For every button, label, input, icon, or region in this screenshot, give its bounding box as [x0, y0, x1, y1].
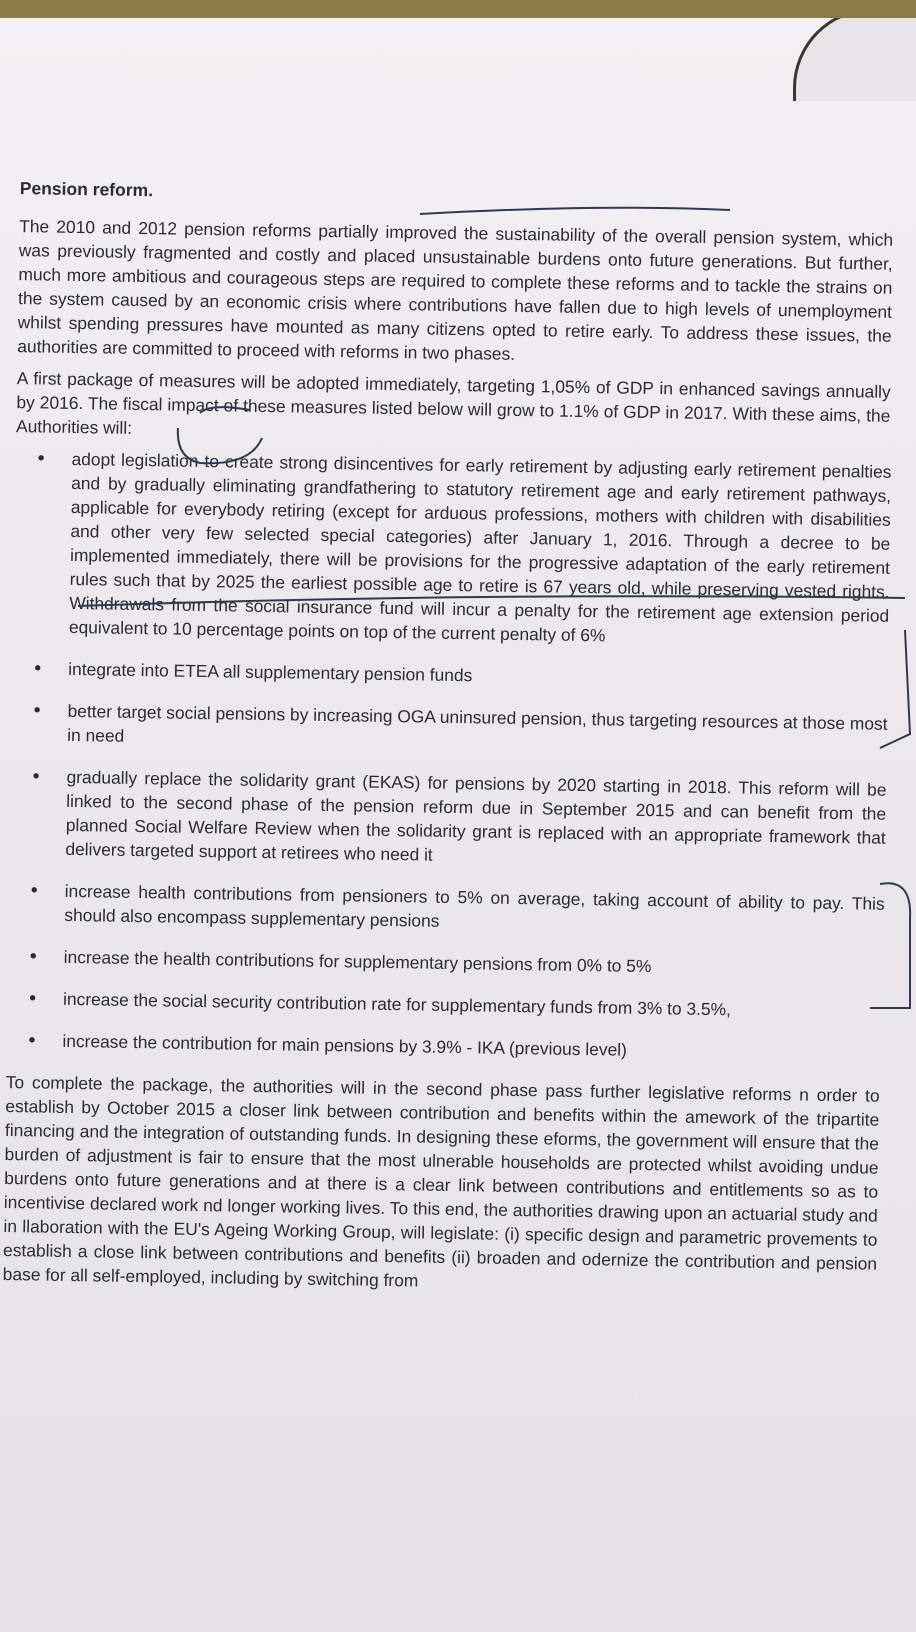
background-surface: [0, 0, 916, 18]
list-item: [7, 446, 892, 652]
bullet-icon: •: [30, 879, 38, 902]
bullet-icon: •: [28, 987, 37, 1010]
list-item: [2, 944, 884, 982]
bullet-icon: •: [28, 1029, 36, 1052]
list-item-text: increase health contributions from pensioners to 5% on average, taking account of ability to pay. This should also encompass supplementary pensions: [64, 880, 885, 931]
list-item: [5, 698, 888, 760]
list-item: [6, 656, 888, 694]
list-item-text: integrate into ETEA all supplementary pension funds: [68, 658, 473, 686]
bullet-icon: •: [29, 945, 37, 968]
list-item-text: increase the health contributions for supplementary pensions from 0% to 5%: [63, 946, 652, 977]
list-item: [0, 1028, 882, 1066]
bullet-icon: •: [34, 657, 42, 680]
list-item-text: adopt legislation to create strong disincentives for early retirement by adjusting early retirement penalties and by gradually eliminating grandfathering to statutory retirement age and early retirement pathways, applicable for everybody retiring (except for arduous professions, mothers with children with disabilities and other very few selected special categories) after January 1, 2016. Through a decree to be implemented immediately, there will be provisions for the progressive adaptation of the early retirement rules such that by 2025 the earliest possible age to retire is 67 years old, while preserving vested rights. Withdrawals from the social insurance fund will incur a penalty for the retirement age extension period equivalent to 10 percentage points on top of the current penalty of 6%: [68, 448, 892, 646]
closing-paragraph: To complete the package, the authorities will in the second phase pass further legislative reforms n order to establish by October 2015 a closer link between contribution and benefits within the amework of the tripartite financing and the integration of outstanding funds. In designing these eforms, the government will ensure that the burden of adjustment is fair to ensure that the most ulnerable households are protected whilst avoiding undue burdens onto future generations and at there is a clear link between contributions and entitlements so as to incentivise declared work nd longer working lives. To this end, the authorities drawing upon an actuarial study and in llaboration with the EU's Ageing Working Group, will legislate: (i) specific design and parametric provements to establish a close link between contributions and benefits (ii) broaden and odernize the contribution and pension base for all self-employed, including by switching from: [2, 1071, 880, 1291]
measures-list: [0, 446, 892, 1066]
page-corner-fold: [793, 18, 916, 101]
list-item-text: better target social pensions by increasing OGA uninsured pension, thus targeting resources at those most in need: [67, 700, 888, 746]
section-title: Pension reform.: [19, 178, 154, 201]
bullet-icon: •: [33, 699, 41, 722]
list-item: [1, 986, 883, 1024]
document-body: [0, 176, 894, 1308]
list-item-text: gradually replace the solidarity grant (EKAS) for pensions by 2020 starting in 2018. This reform will be linked to the second phase of the pension reform due in September 2015 and can benefit from the planned Social Welfare Review when the solidarity grant is replaced with an appropriate framework that delivers targeted support at retirees who need it: [65, 766, 887, 865]
first-package-paragraph: A first package of measures will be adopted immediately, targeting 1,05% of GDP in enhanced savings annually by 2016. The fiscal impact of these measures listed below will grow to 1.1% of GDP in 2017. With these aims, the Authorities will:: [15, 368, 891, 438]
bullet-icon: •: [32, 765, 40, 788]
list-item: [2, 878, 885, 940]
bullet-icon: •: [37, 447, 45, 470]
list-item: [3, 764, 886, 874]
paper-sheet: [0, 18, 916, 1632]
intro-paragraph: The 2010 and 2012 pension reforms partially improved the sustainability of the overall pension system, which was previously fragmented and costly and placed unsustainable burdens onto future generations. But further, much more ambitious and courageous steps are required to complete these reforms and to tackle the strains on the system caused by an economic crisis where contributions have fallen due to high levels of unemployment whilst spending pressures have mounted as many citizens opted to retire early. To address these issues, the authorities are committed to proceed with reforms in two phases.: [17, 216, 894, 364]
list-item-text: increase the social security contribution rate for supplementary funds from 3% to 3.5%,: [62, 988, 732, 1020]
list-item-text: increase the contribution for main pensions by 3.9% - IKA (previous level): [62, 1030, 628, 1060]
